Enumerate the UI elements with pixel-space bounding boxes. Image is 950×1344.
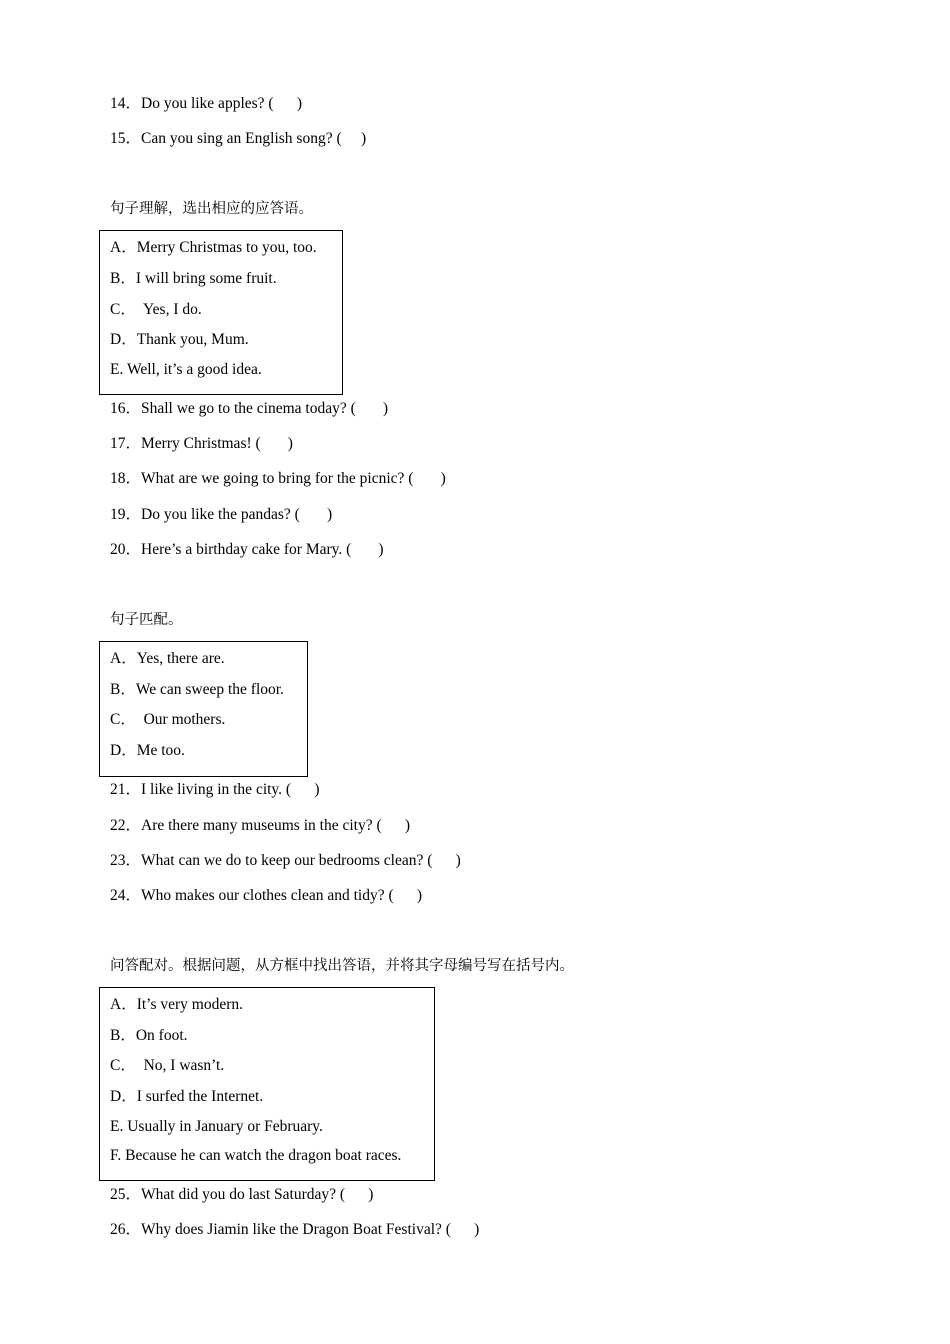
question-26: 26．Why does Jiamin like the Dragon Boat Festival? ( ): [110, 1221, 480, 1238]
option-c: C． Our mothers.: [110, 711, 226, 728]
option-a: A．Yes, there are.: [110, 650, 225, 667]
section-3-option-box: [99, 987, 435, 1181]
question-24: 24．Who makes our clothes clean and tidy? ( ): [110, 887, 423, 904]
question-19: 19．Do you like the pandas? ( ): [110, 506, 333, 523]
option-b: B．I will bring some fruit.: [110, 270, 277, 287]
option-b: B．We can sweep the floor.: [110, 681, 284, 698]
question-22: 22．Are there many museums in the city? ( ): [110, 817, 411, 834]
section-1-heading: 句子理解，选出相应的应答语。: [110, 201, 313, 217]
question-14: 14．Do you like apples? ( ): [110, 95, 302, 112]
option-c: C． No, I wasn’t.: [110, 1057, 225, 1074]
question-20: 20．Here’s a birthday cake for Mary. ( ): [110, 541, 384, 558]
option-e: E. Usually in January or February.: [110, 1118, 323, 1135]
section-2-option-box: [99, 641, 308, 777]
option-d: D．I surfed the Internet.: [110, 1088, 264, 1105]
question-18: 18．What are we going to bring for the picnic? ( ): [110, 470, 446, 487]
option-c: C． Yes, I do.: [110, 301, 202, 318]
option-e: E. Well, it’s a good idea.: [110, 361, 262, 378]
question-15: 15．Can you sing an English song? ( ): [110, 130, 367, 147]
option-a: A．Merry Christmas to you, too.: [110, 239, 317, 256]
section-3-heading: 问答配对。根据问题，从方框中找出答语，并将其字母编号写在括号内。: [110, 958, 574, 974]
question-17: 17．Merry Christmas! ( ): [110, 435, 293, 452]
option-a: A．It’s very modern.: [110, 996, 244, 1013]
question-16: 16．Shall we go to the cinema today? ( ): [110, 400, 389, 417]
section-1-option-box: [99, 230, 343, 395]
question-23: 23．What can we do to keep our bedrooms clean? ( ): [110, 852, 461, 869]
option-b: B．On foot.: [110, 1027, 188, 1044]
option-d: D．Thank you, Mum.: [110, 331, 249, 348]
question-25: 25．What did you do last Saturday? ( ): [110, 1186, 374, 1203]
option-f: F. Because he can watch the dragon boat races.: [110, 1147, 402, 1164]
question-21: 21．I like living in the city. ( ): [110, 781, 320, 798]
option-d: D．Me too.: [110, 742, 185, 759]
section-2-heading: 句子匹配。: [110, 612, 183, 628]
